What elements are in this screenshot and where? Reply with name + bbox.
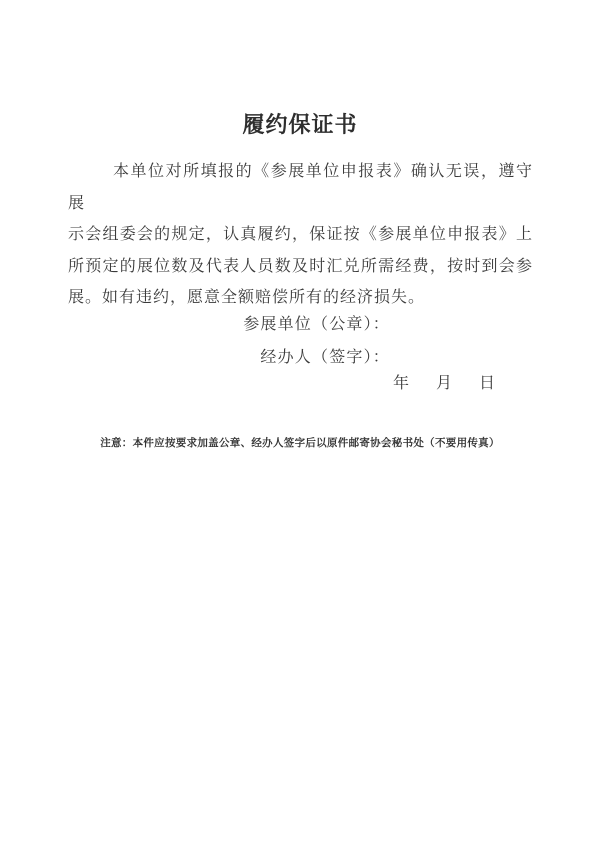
date-month-label: 月: [436, 375, 453, 392]
signature-handler-label: 经办人（签字）：: [260, 349, 390, 366]
date-day-label: 日: [479, 375, 496, 392]
body-line: 展。如有违约，愿意全额赔偿所有的经济损失。: [68, 289, 426, 306]
signature-unit-label: 参展单位（公章）：: [243, 316, 390, 333]
date-line: [393, 370, 495, 393]
body-paragraph: [68, 156, 533, 314]
body-line: 所预定的展位数及代表人员数及时汇兑所需经费，按时到会参: [68, 257, 533, 275]
body-line: 本单位对所填报的《参展单位申报表》确认无误，遵守展: [68, 163, 533, 212]
document-title: 履约保证书: [242, 112, 358, 137]
date-year-label: 年: [393, 375, 410, 392]
body-line: 示会组委会的规定，认真履约，保证按《参展单位申报表》上: [68, 226, 533, 243]
footer-note: 注意：本件应按要求加盖公章、经办人签字后以原件邮寄协会秘书处（不要用传真）: [100, 438, 500, 449]
